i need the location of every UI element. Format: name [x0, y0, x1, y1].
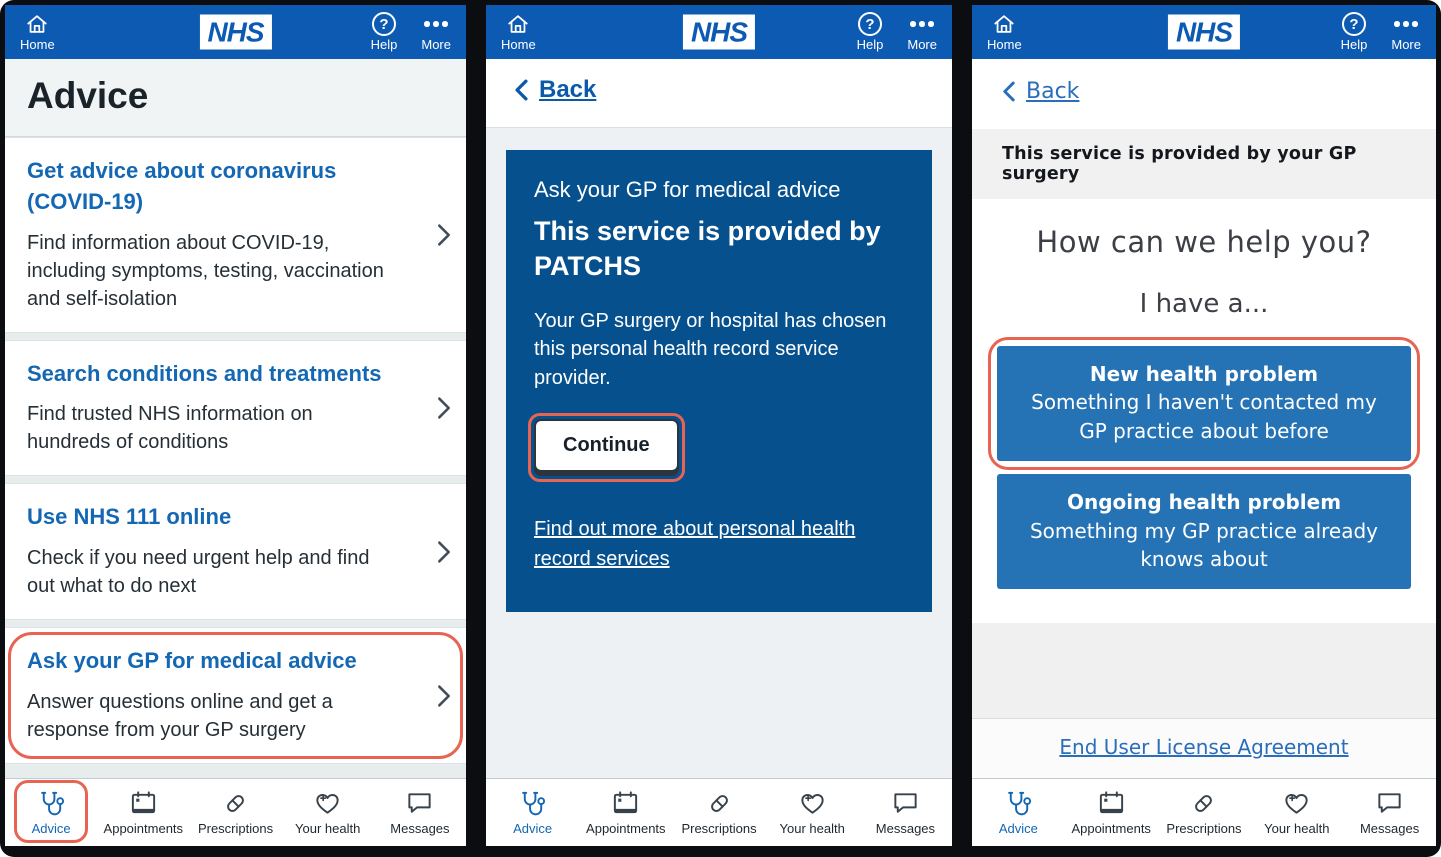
tab-label: Appointments — [1071, 821, 1151, 836]
home-label: Home — [987, 37, 1022, 52]
home-button[interactable] — [501, 12, 536, 52]
page-title: Advice — [27, 75, 149, 116]
home-icon — [505, 12, 531, 36]
option-ongoing-health-problem[interactable] — [997, 474, 1411, 589]
back-row — [486, 59, 952, 128]
list-item-ask-gp[interactable] — [5, 627, 466, 764]
tab-label: Messages — [1359, 821, 1420, 836]
help-icon: ? — [372, 12, 396, 36]
tab-label: Your health — [1264, 821, 1330, 836]
tab-label: Messages — [390, 821, 450, 836]
tab-label: Advice — [31, 821, 71, 836]
page-title-area — [5, 59, 466, 137]
back-button[interactable] — [1002, 79, 1079, 104]
option-body: Something I haven't contacted my GP practice about before — [1031, 390, 1377, 443]
more-label: More — [421, 37, 451, 52]
card-body: Your GP surgery or hospital has chosen this personal health record service provider. — [534, 309, 887, 389]
more-button[interactable] — [907, 12, 937, 52]
help-icon: ? — [858, 12, 882, 36]
tab-label: Prescriptions — [197, 821, 274, 836]
calendar-icon — [1097, 789, 1126, 818]
tab-messages[interactable] — [859, 779, 952, 846]
back-label: Back — [1026, 79, 1080, 104]
list-item-body: Check if you need urgent help and find out what to do next — [27, 547, 370, 598]
card-title: This service is provided by PATCHS — [534, 215, 881, 282]
tab-prescriptions[interactable] — [189, 779, 281, 846]
chevron-right-icon — [437, 223, 451, 247]
tab-label: Appointments — [586, 821, 666, 836]
tab-appointments[interactable] — [579, 779, 672, 846]
message-bubble-icon — [891, 789, 920, 818]
help-button[interactable] — [857, 12, 884, 52]
list-item-heading: Use NHS 111 online — [27, 504, 232, 530]
triage-subheading: I have a... — [1139, 289, 1269, 319]
home-button[interactable] — [20, 12, 55, 52]
more-button[interactable] — [421, 12, 451, 52]
option-body: Something my GP practice already knows about — [1029, 518, 1379, 571]
more-icon — [1394, 12, 1418, 36]
list-item-heading: Search conditions and treatments — [27, 360, 382, 386]
list-item-body: Answer questions online and get a response from your GP surgery — [27, 690, 333, 741]
tab-your-health[interactable] — [1250, 779, 1343, 846]
back-label: Back — [539, 76, 597, 103]
screen-patchs-triage — [972, 5, 1436, 846]
home-icon — [991, 12, 1017, 36]
tab-appointments[interactable] — [97, 779, 189, 846]
pill-icon — [1189, 789, 1218, 818]
eula-row — [972, 718, 1436, 778]
triage-heading: How can we help you? — [1036, 225, 1372, 259]
provider-info-card — [506, 150, 932, 612]
tab-label: Your health — [779, 821, 845, 836]
home-button[interactable] — [987, 12, 1022, 52]
home-label: Home — [20, 37, 55, 52]
option-new-health-problem[interactable] — [997, 346, 1411, 461]
tab-bar — [486, 778, 952, 846]
chevron-left-icon — [1002, 81, 1016, 102]
message-bubble-icon — [405, 789, 434, 818]
nhs-app-header — [486, 5, 952, 59]
more-button[interactable] — [1391, 12, 1421, 52]
tab-bar — [972, 778, 1436, 846]
tab-label: Your health — [295, 821, 361, 836]
help-icon: ? — [1342, 12, 1366, 36]
help-label: Help — [370, 37, 398, 52]
list-item-conditions[interactable] — [5, 340, 466, 477]
tab-label: Messages — [875, 821, 936, 836]
find-out-more-link[interactable]: Find out more about personal health record services — [534, 518, 856, 571]
tab-advice[interactable] — [972, 779, 1065, 846]
nhs-app-header — [972, 5, 1436, 59]
screen-service-provider — [486, 5, 952, 846]
stethoscope-icon — [518, 789, 547, 818]
option-title: Ongoing health problem — [1066, 490, 1342, 515]
calendar-icon — [129, 789, 158, 818]
list-item-nhs111[interactable] — [5, 483, 466, 620]
list-item-heading: Ask your GP for medical advice — [27, 648, 357, 674]
more-label: More — [1391, 37, 1421, 52]
option-title: New health problem — [1089, 362, 1319, 386]
card-eyebrow: Ask your GP for medical advice — [534, 177, 841, 202]
tab-messages[interactable] — [374, 779, 466, 846]
home-label: Home — [501, 37, 536, 52]
tab-label: Advice — [513, 821, 553, 836]
pill-icon — [705, 789, 734, 818]
tab-bar — [5, 778, 466, 846]
tab-label: Prescriptions — [681, 821, 757, 836]
list-item-heading: Get advice about coronavirus (COVID-19) — [27, 158, 337, 214]
tab-your-health[interactable] — [766, 779, 859, 846]
heart-plus-icon — [313, 789, 342, 818]
stethoscope-icon — [1004, 789, 1033, 818]
tab-messages[interactable] — [1343, 779, 1436, 846]
nhs-app-header — [5, 5, 466, 59]
list-item-coronavirus[interactable] — [5, 137, 466, 333]
message-bubble-icon — [1375, 789, 1404, 818]
heart-plus-icon — [1282, 789, 1311, 818]
help-button[interactable] — [1341, 12, 1368, 52]
tab-your-health[interactable] — [282, 779, 374, 846]
nhs-logo: NHS — [1168, 15, 1240, 50]
chevron-left-icon — [514, 79, 529, 101]
continue-button[interactable]: Continue — [534, 419, 679, 472]
chevron-right-icon — [437, 540, 451, 564]
nhs-logo: NHS — [199, 15, 271, 50]
chevron-right-icon — [437, 684, 451, 708]
back-row — [972, 59, 1436, 129]
more-label: More — [907, 37, 937, 52]
tab-advice[interactable] — [5, 779, 97, 846]
chevron-right-icon — [437, 396, 451, 420]
nhs-logo: NHS — [683, 15, 755, 50]
back-button[interactable] — [514, 76, 596, 104]
eula-link[interactable]: End User License Agreement — [1059, 735, 1349, 759]
heart-plus-icon — [798, 789, 827, 818]
tab-label: Advice — [998, 821, 1038, 836]
list-item-body: Find trusted NHS information on hundreds of conditions — [27, 403, 313, 454]
screen-advice — [5, 5, 466, 846]
pill-icon — [221, 789, 250, 818]
more-icon — [910, 12, 934, 36]
help-label: Help — [1340, 37, 1368, 52]
provider-banner: This service is provided by your GP surgery — [972, 129, 1436, 199]
help-button[interactable] — [371, 12, 398, 52]
tab-appointments[interactable] — [1065, 779, 1158, 846]
stethoscope-icon — [37, 789, 66, 818]
calendar-icon — [611, 789, 640, 818]
tab-advice[interactable] — [486, 779, 579, 846]
help-label: Help — [856, 37, 884, 52]
tab-prescriptions[interactable] — [672, 779, 765, 846]
tab-prescriptions[interactable] — [1158, 779, 1251, 846]
list-item-body: Find information about COVID-19, including symptoms, testing, vaccination and self-isolation — [27, 231, 384, 310]
home-icon — [24, 12, 50, 36]
spacer — [972, 623, 1436, 718]
more-icon — [424, 12, 448, 36]
tab-label: Appointments — [103, 821, 184, 836]
tab-label: Prescriptions — [1166, 821, 1242, 836]
